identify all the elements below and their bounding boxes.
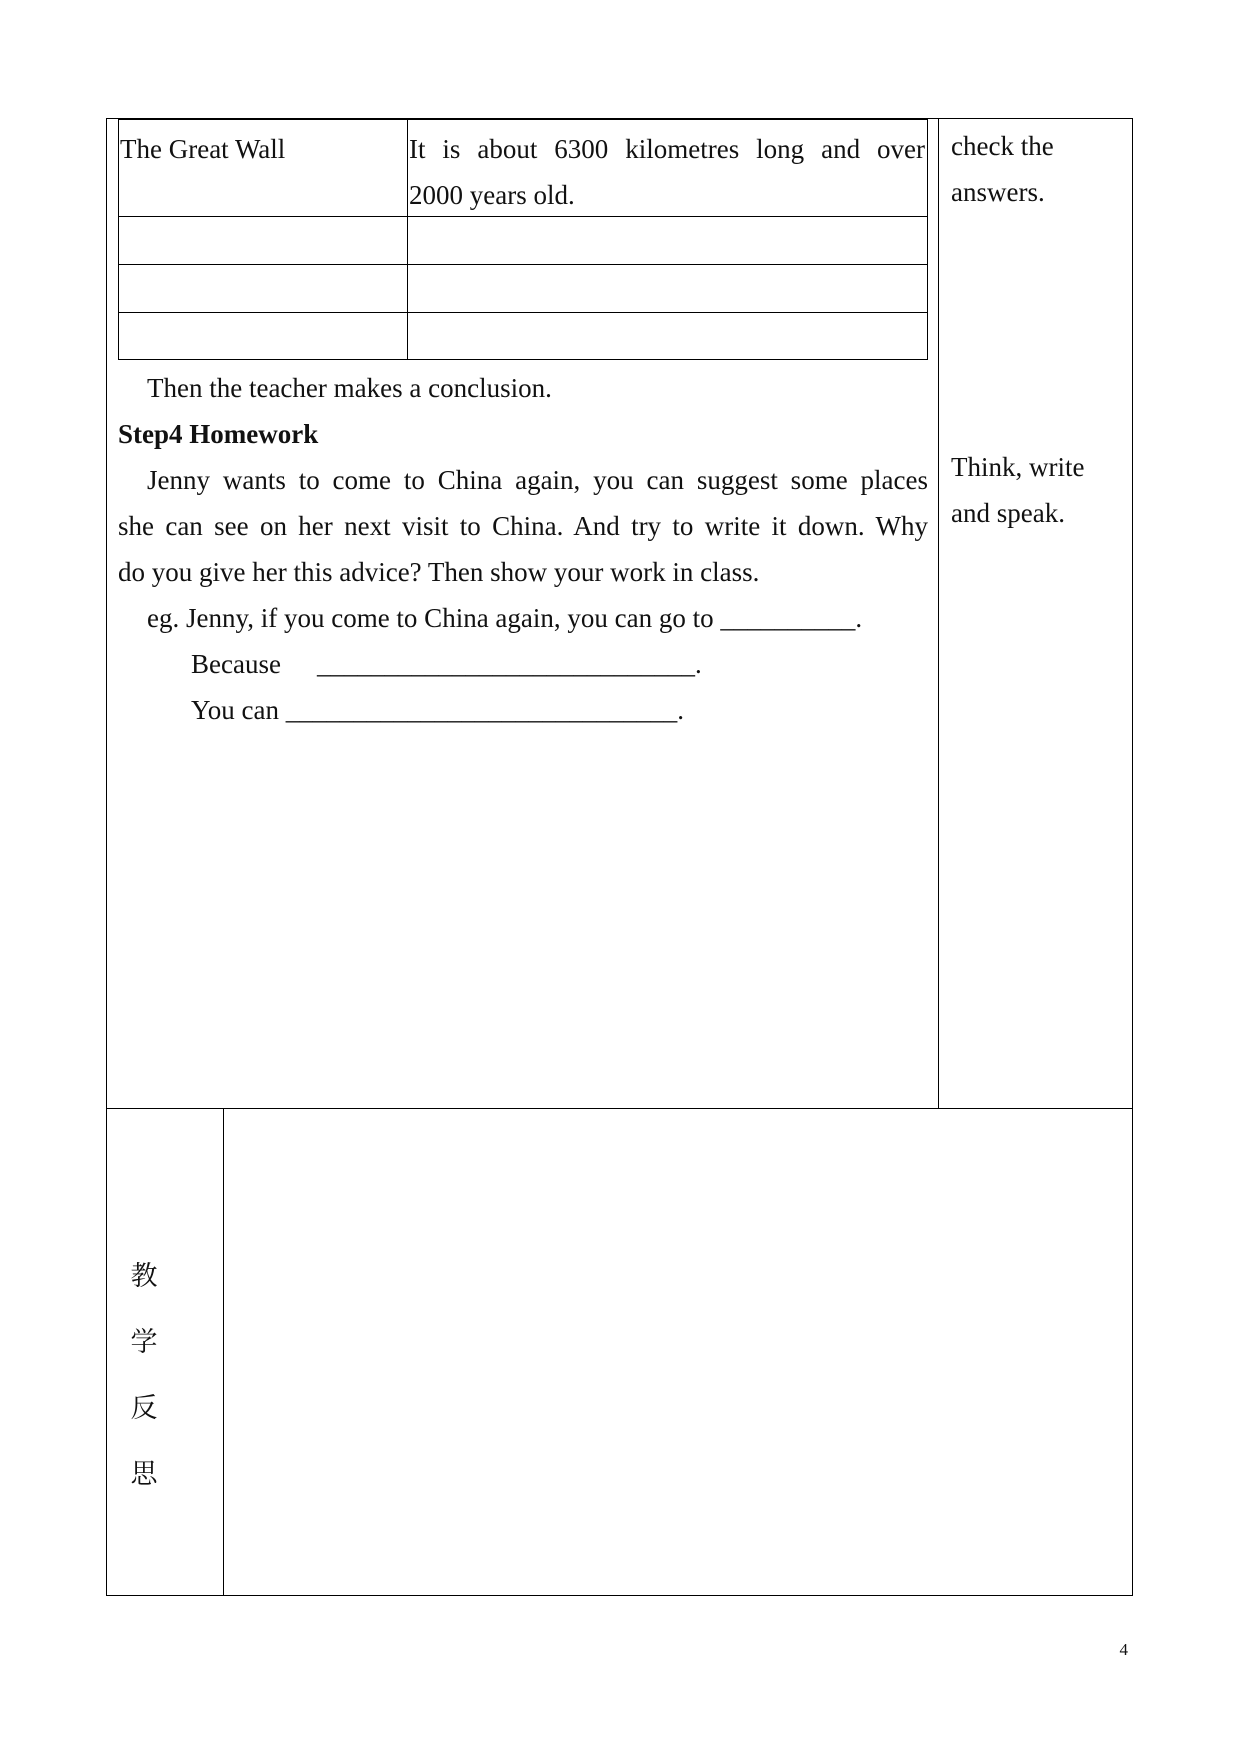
homework-paragraph-line: she can see on her next visit to China. And try to write it down. Why [118, 511, 928, 541]
inner-table-top [118, 118, 928, 120]
because-label: Because [191, 649, 281, 679]
inner-table-right [927, 118, 928, 360]
because-blank: ____________________________. [317, 649, 702, 679]
example-sentence: eg. Jenny, if you come to China again, you can go to __________. [147, 603, 863, 633]
inner-table-left [118, 118, 119, 360]
conclusion-text: Then the teacher makes a conclusion. [147, 373, 552, 403]
side-note-check-answers: answers. [951, 177, 1045, 207]
outer-frame-row-divider [106, 1108, 1133, 1109]
step-heading: Step4 Homework [118, 419, 319, 449]
table-cell-fact-line2: 2000 years old. [409, 180, 575, 210]
outer-frame-left [106, 118, 107, 1596]
table-cell-place: The Great Wall [120, 134, 286, 164]
inner-table-row-line [118, 264, 928, 265]
side-note-check-answers: check the [951, 131, 1054, 161]
reflection-char: 学 [130, 1327, 158, 1358]
homework-paragraph-line: Jenny wants to come to China again, you can suggest some places [147, 465, 928, 495]
reflection-char: 反 [130, 1393, 158, 1424]
homework-paragraph-line: do you give her this advice? Then show your work in class. [118, 557, 760, 587]
side-note-think-write: Think, write [951, 452, 1085, 482]
outer-frame-bottom [106, 1595, 1133, 1596]
outer-frame-right [1132, 118, 1133, 1596]
reflection-char: 思 [130, 1459, 158, 1490]
reflection-char: 教 [130, 1261, 158, 1292]
reflection-column-divider [223, 1108, 224, 1596]
outer-frame-column-divider [938, 118, 939, 1108]
inner-table-row-line [118, 312, 928, 313]
inner-table-bottom [118, 359, 928, 360]
table-cell-fact-line1: It is about 6300 kilometres long and over [409, 134, 925, 164]
inner-table-middle [407, 118, 408, 360]
page-number: 4 [1119, 1640, 1128, 1659]
you-can-line: You can _____________________________. [191, 695, 685, 725]
side-note-think-write: and speak. [951, 498, 1065, 528]
